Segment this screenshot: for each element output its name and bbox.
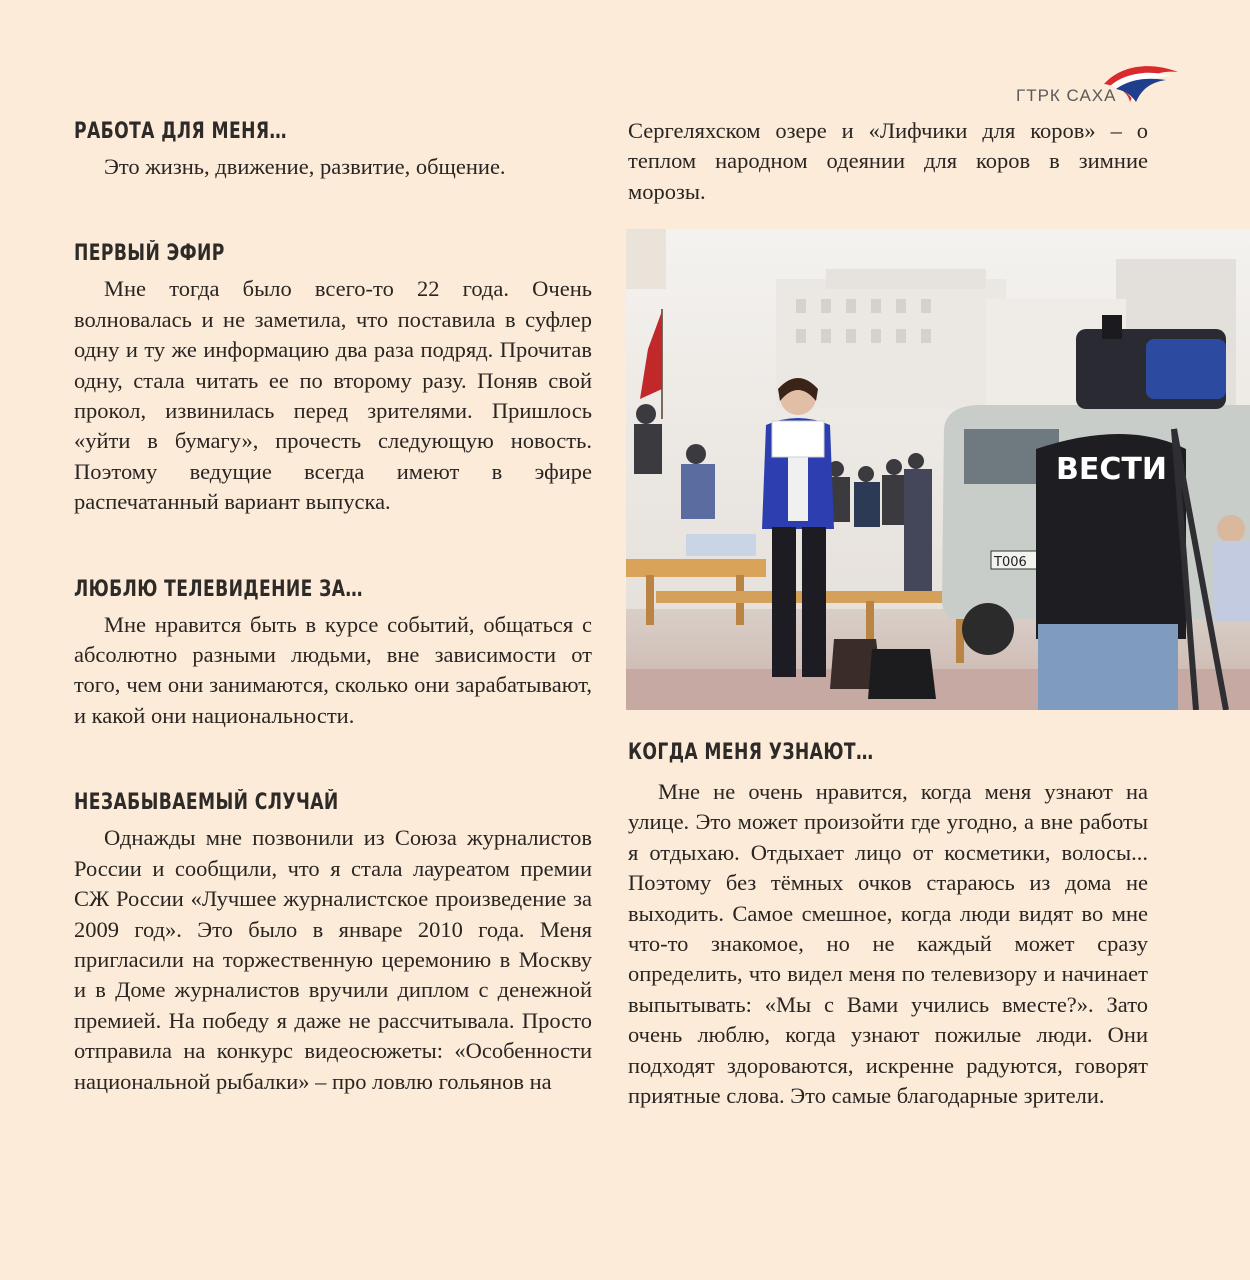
section-heading: НЕЗАБЫВАЕМЫЙ СЛУЧАЙ [74, 790, 339, 816]
section-heading-recognized: КОГДА МЕНЯ УЗНАЮТ… [628, 740, 874, 765]
section-text: Мне нравится быть в курсе событий, общаться с абсолютно разными людьми, вне зависимости от того, чем они занимаются, сколько они зарабатывают, и какой они национальности. [74, 611, 592, 728]
section-text: Мне тогда было всего-то 22 года. Очень волновалась и не заметила, что поставила в суфлер одну и ту же информацию два раза подряд. Прочитав одну, стала читать ее по второму разу. Поняв свой прокол, извинилась перед зрителями. Пришлось «уйти в бумагу», прочесть следующую новость. Поэтому ведущие всегда имеют в эфире распечатанный вариант выпуска. [74, 276, 592, 515]
photo-street-reporting [626, 229, 1250, 710]
continuation-text-block [628, 116, 1148, 207]
section-unforgettable [74, 783, 592, 1097]
section-first-air [74, 234, 592, 517]
section-text: Это жизнь, движение, развитие, общение. [104, 154, 506, 179]
section-heading: ПЕРВЫЙ ЭФИР [74, 241, 225, 267]
vest-label: ВЕСТИ [1056, 452, 1167, 487]
section-heading: ЛЮБЛЮ ТЕЛЕВИДЕНИЕ ЗА… [74, 576, 363, 602]
gtrk-sakha-logo [1012, 62, 1182, 112]
section-text: Мне не очень нравится, когда меня узнают на улице. Это может произойти где угодно, а вне работы я отдыхаю. Отдыхает лицо от косметики, волосы... Поэтому без тёмных очков стараюсь из дома не выходить. Самое смешное, когда люди видят во мне что-то знакомое, но не каждый может сразу определить, что видел меня по телевизору и начинает выпытывать: «Мы с Вами учились вместе?». Зато очень люблю, когда узнают пожилые люди. Они подходят здороваются, искренне радуются, говорят приятные слова. Это самые благодарные зрители. [628, 779, 1148, 1109]
section-recognized [628, 777, 1148, 1111]
continuation-text: Сергеляхском озере и «Лифчики для коров» – о теплом народном одеянии для коров в зимние морозы. [628, 118, 1148, 204]
plate-label: Т006 [994, 555, 1027, 570]
left-column [74, 112, 592, 1149]
section-text: Однажды мне позвонили из Союза журналистов России и сообщили, что я стала лауреатом премии СЖ России «Лучшее журналистское произведение за 2009 год». Это было в январе 2010 года. Меня пригласили на торжественную церемонию в Москву и в Доме журналистов вручили диплом с денежной премией. На победу я даже не рассчитывала. Просто отправила на конкурс видеосюжеты: «Особенности национальной рыбалки» – про ловлю гольянов на [74, 825, 592, 1094]
photo-illustration [626, 229, 1250, 710]
logo-text: ГТРК САХА [1016, 86, 1117, 105]
section-work [74, 112, 592, 182]
section-heading: РАБОТА ДЛЯ МЕНЯ… [74, 119, 287, 144]
section-love-tv [74, 570, 592, 732]
logo-flag-icon [1100, 62, 1180, 108]
